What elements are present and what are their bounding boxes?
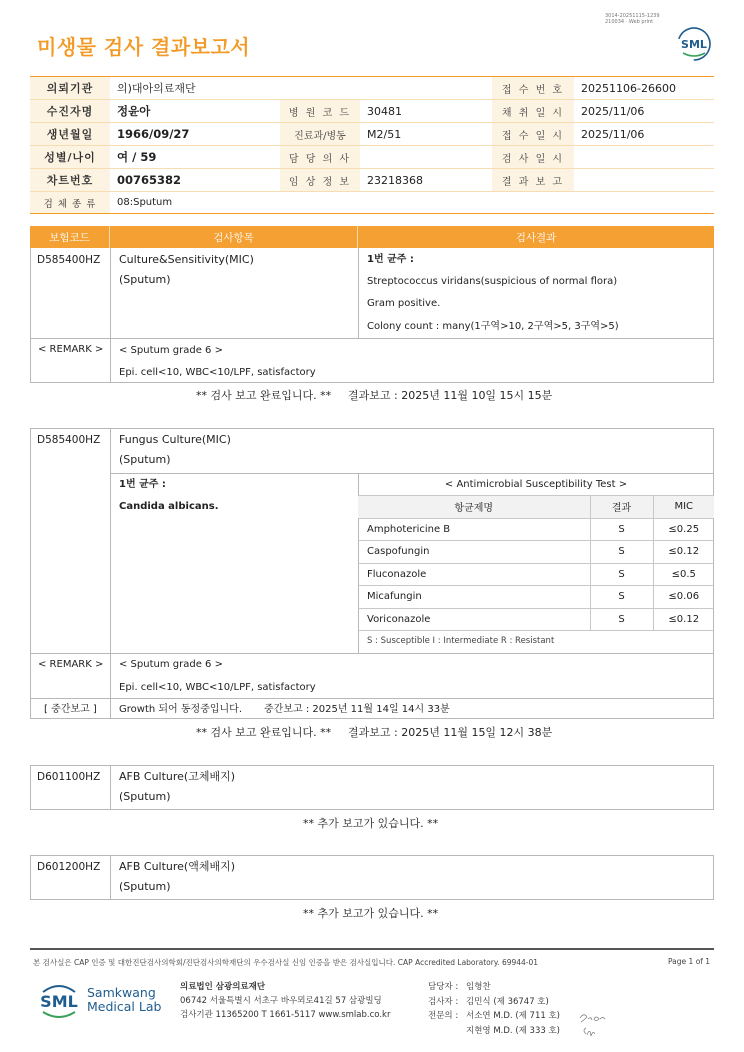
footer-logo <box>37 980 161 1020</box>
reception-no-value: 20251106-26600 <box>574 77 714 100</box>
test1-code: D585400HZ <box>37 254 101 266</box>
test2-interim-label: [ 중간보고 ] <box>44 704 97 715</box>
test2-report-time: 결과보고 : 2025년 11월 15일 12시 38분 <box>348 726 553 739</box>
institution-label: 의뢰기관 <box>30 77 110 100</box>
test4-item: AFB Culture(액체배지) <box>119 860 236 873</box>
ast-legend-row <box>358 631 714 652</box>
test2-code: D585400HZ <box>37 434 101 446</box>
org-name: 의료법인 삼광의료재단 <box>180 982 266 992</box>
ast-header-row <box>358 496 714 519</box>
ast-mic: ≤0.06 <box>653 586 714 609</box>
ast-result: S <box>590 608 653 631</box>
table-row <box>358 518 714 541</box>
col-code: 보험코드 <box>30 226 110 248</box>
accreditation-note: 본 검사실은 CAP 인증 및 대한진단검사의학회/진단검사의학재단의 우수검사실 신임 인증을 받은 검사실입니다. CAP Accredited Laboratory. 69944-01 <box>33 958 539 967</box>
collection-date-value: 2025/11/06 <box>574 100 714 123</box>
ast-drug: Amphotericine B <box>358 518 590 541</box>
specimen-value: 08:Sputum <box>110 192 714 214</box>
specimen-label: 검 체 종 류 <box>30 192 110 214</box>
ast-title-row <box>358 473 714 496</box>
ast-table <box>358 473 714 652</box>
institution-value: 의)대아의료재단 <box>110 77 492 100</box>
ast-drug: Voriconazole <box>358 608 590 631</box>
test2-interim: Growth 되어 동정중입니다. <box>119 704 243 715</box>
ast-drug: Caspofungin <box>358 541 590 564</box>
results-header <box>30 226 714 248</box>
footer-divider <box>30 948 714 950</box>
ast-title: < Antimicrobial Susceptibility Test > <box>444 478 628 490</box>
patient-row <box>30 77 714 100</box>
ast-result: S <box>590 586 653 609</box>
patient-row <box>30 100 714 123</box>
test1-report-time: 결과보고 : 2025년 11월 10일 15시 15분 <box>348 389 553 402</box>
receipt-date-value: 2025/11/06 <box>574 123 714 146</box>
report-value <box>574 169 714 192</box>
patient-row <box>30 192 714 214</box>
test4-specimen: (Sputum) <box>119 880 171 893</box>
test2-specimen: (Sputum) <box>119 453 171 466</box>
doctor-value <box>360 146 492 169</box>
staff-row: 전문의 : 서소연 M.D. (제 711 호) <box>428 1011 561 1021</box>
clinical-info-label: 임 상 정 보 <box>280 169 360 192</box>
test1-item: Culture&Sensitivity(MIC) <box>119 253 254 266</box>
document-id: 3014-20251115-1239 210034 · Web print <box>605 13 660 25</box>
staff-row: 지현영 M.D. (제 333 호) <box>466 1025 561 1036</box>
table-row <box>358 541 714 564</box>
sml-logo-text: SML <box>681 38 707 51</box>
sml-logo-text: SML <box>40 992 78 1011</box>
ast-result: S <box>590 563 653 586</box>
test-date-label: 검 사 일 시 <box>492 146 574 169</box>
ast-header-result: 결과 <box>590 496 653 519</box>
test2-complete-note: ** 검사 보고 완료입니다. ** <box>196 726 332 739</box>
ast-legend: S : Susceptible I : Intermediate R : Resistant <box>358 631 714 652</box>
col-result: 검사결과 <box>515 231 557 244</box>
test2-remark-cells: Epi. cell<10, WBC<10/LPF, satisfactory <box>119 682 316 693</box>
patient-row <box>30 123 714 146</box>
patient-info-table <box>30 76 714 214</box>
staff-info <box>428 980 560 1038</box>
birth-label: 생년월일 <box>30 123 110 146</box>
sex-age-value: 여 / 59 <box>110 146 280 169</box>
name-label: 수진자명 <box>30 100 110 123</box>
test1-specimen: (Sputum) <box>119 273 171 286</box>
test3-code: D601100HZ <box>37 771 101 783</box>
patient-row <box>30 169 714 192</box>
ast-drug: Micafungin <box>358 586 590 609</box>
test1-colony: Colony count : many(1구역>10, 2구역>5, 3구역>5) <box>367 321 619 332</box>
sex-age-label: 성별/나이 <box>30 146 110 169</box>
ast-mic: ≤0.12 <box>653 541 714 564</box>
test2-remark-label: < REMARK > <box>38 659 104 670</box>
ast-header-drug: 항균제명 <box>358 496 590 519</box>
page-number: Page 1 of 1 <box>668 957 711 966</box>
ast-mic: ≤0.5 <box>653 563 714 586</box>
reception-no-label: 접 수 번 호 <box>492 77 574 100</box>
test4-note: ** 추가 보고가 있습니다. ** <box>303 907 439 920</box>
table-row <box>358 608 714 631</box>
test3-item: AFB Culture(고체배지) <box>119 770 236 783</box>
sml-logo-icon <box>676 26 712 62</box>
table-row <box>358 586 714 609</box>
name-value: 정윤아 <box>110 100 280 123</box>
test3-specimen: (Sputum) <box>119 790 171 803</box>
patient-row <box>30 146 714 169</box>
staff-row: 담당자 : 임형찬 <box>428 982 491 992</box>
test1-strain-label: 1번 균주 : <box>367 254 414 265</box>
receipt-date-label: 접 수 일 시 <box>492 123 574 146</box>
ast-header-mic: MIC <box>653 496 714 519</box>
org-contact: 검사기관 11365200 T 1661-5117 www.smlab.co.kr <box>180 1010 391 1020</box>
test2-item: Fungus Culture(MIC) <box>119 433 231 446</box>
organization-info <box>180 980 390 1022</box>
org-address: 06742 서울특별시 서초구 바우뫼로41길 57 삼광빌딩 <box>180 996 382 1006</box>
ast-drug: Fluconazole <box>358 563 590 586</box>
test1-box <box>30 248 714 383</box>
test2-organism: Candida albicans. <box>119 501 219 512</box>
hospital-code-label: 병 원 코 드 <box>280 100 360 123</box>
ast-result: S <box>590 541 653 564</box>
chart-no-value: 00765382 <box>110 169 280 192</box>
dept-value: M2/51 <box>360 123 492 146</box>
chart-no-label: 차트번호 <box>30 169 110 192</box>
test2-interim-time: 중간보고 : 2025년 11월 14일 14시 33분 <box>264 704 450 715</box>
hospital-code-value: 30481 <box>360 100 492 123</box>
doctor-label: 담 당 의 사 <box>280 146 360 169</box>
dept-label: 진료과/병동 <box>280 123 360 146</box>
test-date-value <box>574 146 714 169</box>
table-row <box>358 563 714 586</box>
birth-value: 1966/09/27 <box>110 123 280 146</box>
test1-gram: Gram positive. <box>367 298 441 309</box>
test4-code: D601200HZ <box>37 861 101 873</box>
ast-result: S <box>590 518 653 541</box>
test1-remark-grade: < Sputum grade 6 > <box>119 345 223 356</box>
test1-remark-label: < REMARK > <box>38 344 104 355</box>
collection-date-label: 채 취 일 시 <box>492 100 574 123</box>
ast-mic: ≤0.12 <box>653 608 714 631</box>
test2-remark-grade: < Sputum grade 6 > <box>119 659 223 670</box>
test3-note: ** 추가 보고가 있습니다. ** <box>303 817 439 830</box>
test1-remark-cells: Epi. cell<10, WBC<10/LPF, satisfactory <box>119 367 316 378</box>
logo-wordmark: Samkwang Medical Lab <box>87 985 162 1014</box>
sml-logo-icon <box>37 980 81 1020</box>
test1-organism: Streptococcus viridans(suspicious of normal flora) <box>367 276 618 287</box>
col-item: 검사항목 <box>110 226 358 248</box>
report-title: 미생물 검사 결과보고서 <box>37 35 251 59</box>
test1-complete-note: ** 검사 보고 완료입니다. ** <box>196 389 332 402</box>
ast-mic: ≤0.25 <box>653 518 714 541</box>
clinical-info-value: 23218368 <box>360 169 492 192</box>
staff-row: 검사자 : 김민식 (제 36747 호) <box>428 996 549 1007</box>
report-label: 결 과 보 고 <box>492 169 574 192</box>
signature-icon <box>578 1010 608 1040</box>
test2-strain-label: 1번 균주 : <box>119 479 166 490</box>
